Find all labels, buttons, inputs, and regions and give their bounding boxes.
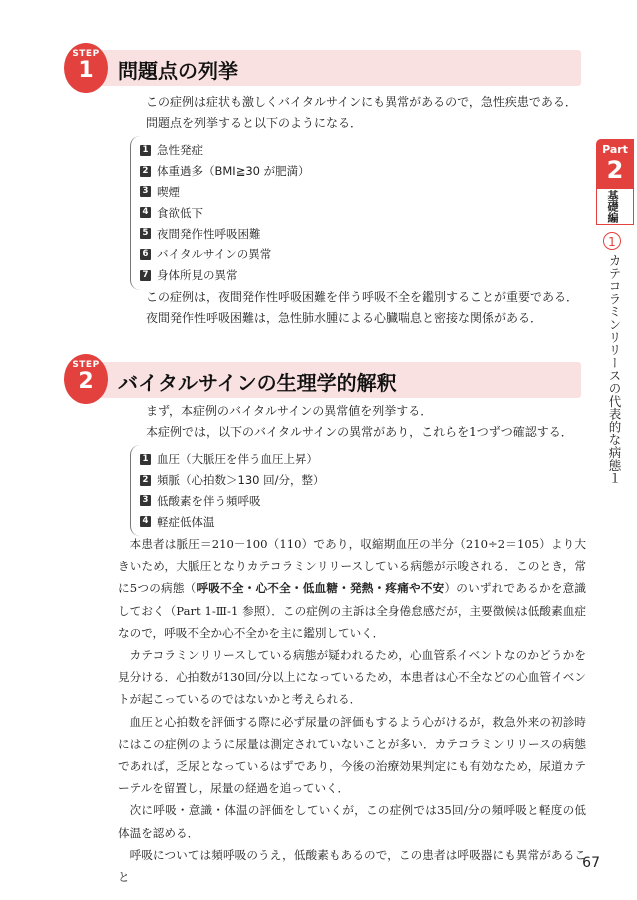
step2-body: [118, 533, 586, 888]
item-text: 体重過多（BMI≧30 が肥満）: [157, 164, 310, 179]
item-number: 1: [140, 454, 151, 465]
item-text: 低酸素を伴う頻呼吸: [157, 493, 261, 508]
item-text: 喫煙: [157, 184, 180, 199]
list-item: [140, 491, 324, 512]
step1-badge-number: 1: [78, 58, 94, 83]
step1-intro-line: この症例は症状も激しくバイタルサインにも異常があるので，急性疾患である．: [146, 95, 577, 109]
item-text: バイタルサインの異常: [157, 247, 272, 262]
step1-outro-line: 夜間発作性呼吸困難は，急性肺水腫による心臓喘息と密接な関係がある．: [146, 311, 543, 325]
step2-badge-label: STEP: [72, 360, 100, 370]
chapter-title: カテコラミンリリースの代表的な病態１: [607, 254, 622, 485]
list-item: [140, 202, 310, 223]
body-text: 本患者は脈圧＝210－100（110）であり，収縮期血圧の半分（210÷2＝105）より大きいため，大脈圧となりカテコラミンリリースしている病態が示唆される．このとき，常に5つの病態（: [118, 537, 586, 596]
page-number: 67: [582, 855, 600, 871]
step2-intro-line: まず，本症例のバイタルサインの異常値を列挙する．: [146, 404, 433, 418]
item-text: 頻脈（心拍数＞130 回/分，整）: [157, 473, 325, 488]
body-paragraph: [118, 533, 586, 644]
item-number: 3: [140, 495, 151, 506]
part-label: Part: [602, 143, 628, 156]
section-label: 基礎編: [606, 189, 619, 223]
step2-badge: [64, 354, 108, 404]
step1-outro-line: この症例は，夜間発作性呼吸困難を伴う呼吸不全を鑑別することが重要である．: [146, 290, 579, 304]
list-item: [140, 511, 324, 532]
step2-badge-number: 2: [78, 369, 94, 394]
body-bold-text: 呼吸不全・心不全・低血糖・発熱・疼痛や不安: [196, 581, 445, 596]
body-paragraph: 呼吸については頻呼吸のうえ，低酸素もあるので，この患者は呼吸器にも異常があること: [118, 847, 586, 885]
item-number: 5: [140, 228, 151, 239]
item-text: 身体所見の異常: [157, 268, 238, 283]
item-number: 2: [140, 166, 151, 177]
step1-outro: [146, 287, 586, 329]
item-number: 2: [140, 475, 151, 486]
item-number: 3: [140, 186, 151, 197]
step1-problem-list: [130, 136, 310, 290]
step1-title: 問題点の列挙: [118, 59, 238, 83]
list-item: [140, 223, 310, 244]
step2-intro-line: 本症例では，以下のバイタルサインの異常があり，これらを1つずつ確認する．: [146, 425, 573, 439]
list-item: [140, 244, 310, 265]
step1-intro-line: 問題点を列挙すると以下のようになる．: [146, 116, 363, 130]
part-tab: [596, 139, 634, 189]
list-item: [140, 182, 310, 203]
item-text: 食欲低下: [157, 205, 203, 220]
item-number: 7: [140, 270, 151, 281]
item-text: 血圧（大脈圧を伴う血圧上昇）: [157, 452, 318, 467]
part-number: 2: [606, 156, 624, 184]
item-text: 夜間発作性呼吸困難: [157, 226, 261, 241]
body-paragraph: カテコラミンリリースしている病態が疑われるため，心血管系イベントなのかどうかを見分ける．心拍数が130回/分以上になっているため，本患者は心不全などの心血管イベントが起こっているのではないかと考えられる．: [118, 648, 586, 707]
body-text: ）のいずれであるかを意識しておく（Part 1-Ⅲ-1 参照）．この症例の主訴は全身倦怠感だが，主要徴候は低酸素血症なので，呼吸不全か心不全かを主に鑑別していく．: [118, 581, 586, 640]
step1-badge: [64, 43, 108, 93]
chapter-number: 1: [603, 232, 621, 250]
list-item: [140, 140, 310, 161]
item-text: 軽症低体温: [157, 514, 215, 529]
step2-vital-list: [130, 445, 324, 536]
list-item: [140, 161, 310, 182]
item-number: 6: [140, 249, 151, 260]
step2-intro: [146, 401, 586, 443]
item-number: 4: [140, 207, 151, 218]
item-number: 1: [140, 145, 151, 156]
body-paragraph: 次に呼吸・意識・体温の評価をしていくが，この症例では35回/分の頻呼吸と軽度の低体温を認める．: [118, 803, 586, 840]
step1-intro: [146, 92, 586, 134]
list-item: [140, 265, 310, 286]
body-paragraph: 血圧と心拍数を評価する際に必ず尿量の評価もするよう心がけるが，救急外来の初診時にはこの症例のように尿量は測定されていないことが多い．カテコラミンリリースの病態であれば，乏尿となっているはずであり，今後の治療効果判定にも有効なため，尿道カテーテルを留置し，尿量の経過を追っていく．: [118, 714, 586, 796]
item-text: 急性発症: [157, 143, 203, 158]
item-number: 4: [140, 516, 151, 527]
step1-badge-label: STEP: [72, 49, 100, 59]
step2-title: バイタルサインの生理学的解釈: [118, 371, 397, 395]
list-item: [140, 470, 324, 491]
list-item: [140, 449, 324, 470]
